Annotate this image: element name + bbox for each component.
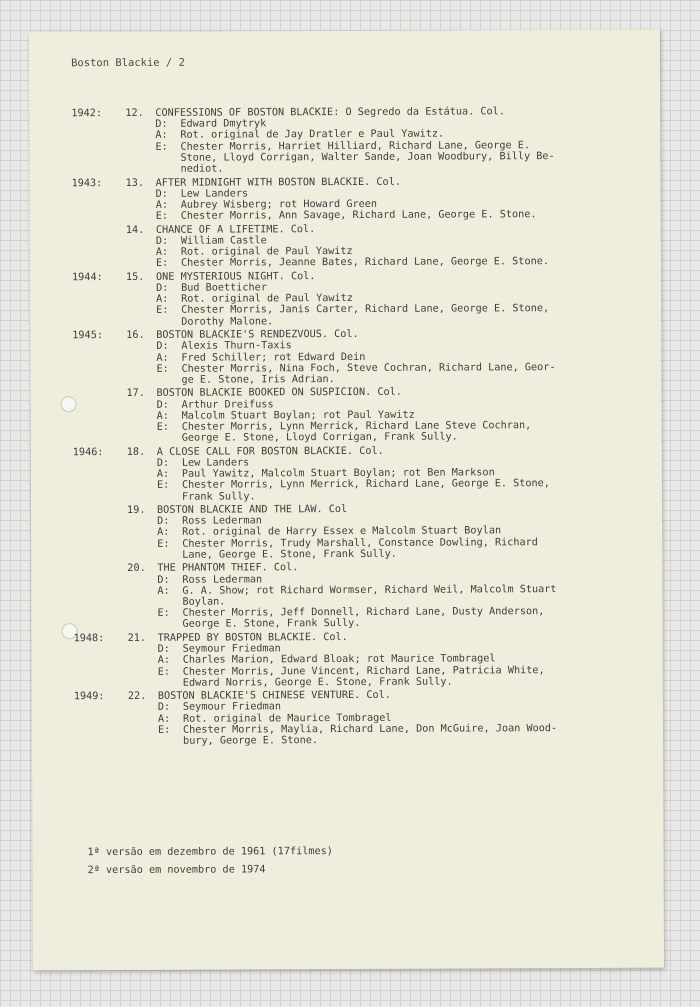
filmography-list [29,106,663,750]
credit-text: Lew Landers [180,188,249,200]
film-entry [31,386,662,447]
film-number: 15. [126,271,145,283]
film-number: 14. [125,224,145,236]
credit-text: Chester Morris, Jeanne Bates, Richard Lane, George E. Stone. [180,256,550,269]
film-entry [32,689,663,750]
film-number: 17. [126,388,145,400]
credit-text: nediot. [180,163,224,175]
credit-text: Edward Dmytryk [180,118,267,130]
film-year: 1942: [71,108,103,120]
film-entry [30,222,661,272]
credit-text: ge E. Stone, Iris Adrian. [181,373,335,386]
credit-role-letter: E: [156,305,169,317]
credit-text: Bud Boetticher [181,282,267,294]
film-title: AFTER MIDNIGHT WITH BOSTON BLACKIE. Col. [155,176,401,189]
credit-role-letter: D: [156,341,169,353]
credit-text: Boylan. [182,596,226,608]
typewritten-sheet [29,30,664,971]
credit-text: George E. Stone, Frank Sully. [182,618,361,631]
credit-text: Rot. original de Paul Yawitz [181,293,353,305]
version-note-2: 2ª versão em novembro de 1974 [87,864,266,877]
film-number: 22. [127,691,147,703]
film-year: 1944: [72,271,103,283]
credit-role-letter: E: [157,607,170,620]
credit-role-letter: D: [157,574,170,586]
credit-role-letter: A: [155,199,169,211]
film-title: THE PHANTOM THIEF. Col. [157,562,299,575]
credit-role-letter: D: [156,399,169,411]
credit-text: Stone, Lloyd Corrigan, Walter Sande, Joan Woodbury, Billy Be- [180,150,555,164]
film-title: BOSTON BLACKIE'S CHINESE VENTURE. Col. [157,690,391,703]
film-title: CHANCE OF A LIFETIME. Col. [155,223,316,236]
credit-text: William Castle [180,235,267,247]
credit-role-letter: A: [156,410,169,422]
credit-role-letter: D: [155,188,168,200]
credit-text: Ross Lederman [182,573,263,586]
credit-text: Malcolm Stuart Boylan; rot Paul Yawitz [181,409,415,422]
film-entry [31,503,662,564]
film-title: TRAPPED BY BOSTON BLACKIE. Col. [157,631,348,644]
credit-role-letter: A: [155,246,169,258]
credit-text: Chester Morris, Jeff Donnell, Richard Lane, Dusty Anderson, [182,606,545,619]
credit-text: Chester Morris, Trudy Marshall, Constance Dowling, Richard [182,536,538,550]
credit-role-letter: D: [157,643,170,655]
film-number: 12. [125,107,144,119]
film-entry [32,631,663,692]
credit-role-letter: E: [155,257,169,270]
credit-text: Dorothy Malone. [181,315,274,328]
credit-text: Chester Morris, Ann Savage, Richard Lane, George E. Stone. [180,209,537,222]
credit-text: G. A. Show; rot Richard Wormser, Richard Weil, Malcolm Stuart [182,583,557,597]
credit-text: Chester Morris, Lynn Merrick, Richard Lane, George E. Stone, [181,478,550,492]
credit-text: Ross Lederman [182,515,262,528]
film-year: 1943: [71,177,103,189]
film-entry [30,269,661,330]
film-title: ONE MYSTERIOUS NIGHT. Col. [156,270,316,283]
film-number: 13. [125,177,145,189]
credit-role-letter: A: [156,293,169,306]
film-number: 16. [126,330,145,342]
credit-role-letter: D: [157,516,170,528]
credit-text: Charles Marion, Edward Bloak; rot Maurice Tombragel [182,653,496,667]
film-entry [29,106,660,178]
credit-role-letter: D: [155,118,168,131]
film-year: 1945: [72,330,103,342]
credit-role-letter: A: [157,713,171,725]
credit-role-letter: E: [157,666,171,678]
film-title: BOSTON BLACKIE AND THE LAW. Col [157,504,348,516]
film-entry [30,175,661,225]
credit-role-letter: D: [157,702,171,714]
credit-role-letter: A: [157,585,170,597]
credit-text: Chester Morris, Lynn Merrick, Richard Lane Steve Cochran, [181,420,532,433]
credit-role-letter: A: [155,130,168,142]
film-year: 1946: [72,446,104,458]
credit-text: George E. Stone, Lloyd Corrigan, Frank Sully. [181,431,458,444]
credit-role-letter: E: [156,480,170,492]
credit-role-letter: E: [155,141,168,153]
film-number: 21. [127,632,147,644]
film-number: 19. [127,504,146,517]
credit-text: Frank Sully. [181,490,256,503]
film-year: 1949: [73,691,105,703]
film-number: 18. [126,446,146,458]
credit-text: Rot. original de Maurice Tombragel [182,712,392,725]
credit-role-letter: E: [156,421,169,433]
film-entry [31,561,662,633]
credit-role-letter: A: [156,352,169,364]
page-header: Boston Blackie / 2 [71,56,185,70]
film-title: A CLOSE CALL FOR BOSTON BLACKIE. Col. [156,445,384,458]
credit-role-letter: A: [156,468,170,480]
version-note-1: 1ª versão em dezembro de 1961 (17filmes) [87,846,333,859]
credit-text: Rot. original de Paul Yawitz [180,246,353,258]
credit-role-letter: D: [156,282,169,294]
credit-text: Chester Morris, Harriet Hilliard, Richard Lane, George E. [180,139,531,153]
credit-text: Rot. original de Jay Dratler e Paul Yawitz. [180,128,445,142]
film-number: 20. [127,563,146,575]
film-entry [30,328,661,389]
credit-text: Fred Schiller; rot Edward Dein [181,351,366,364]
credit-text: Rot. original de Harry Essex e Malcolm Stuart Boylan [182,525,502,539]
credit-role-letter: E: [155,210,169,222]
credit-role-letter: E: [156,363,169,375]
credit-role-letter: A: [157,527,170,539]
credit-text: Lew Landers [181,457,250,469]
credit-text: Alexis Thurn-Taxis [181,340,292,353]
credit-role-letter: E: [157,724,171,736]
credit-text: Seymour Friedman [182,643,281,655]
credit-text: Chester Morris, Nina Foch, Steve Cochran, Richard Lane, Geor- [181,361,556,375]
credit-text: Chester Morris, Janis Carter, Richard Lane, George E. Stone, [181,303,550,317]
credit-role-letter: E: [157,538,170,550]
film-title: CONFESSIONS OF BOSTON BLACKIE: O Segredo da Estátua. Col. [155,106,505,119]
credit-text: bury, George E. Stone. [183,735,319,747]
film-title: BOSTON BLACKIE'S RENDEZVOUS. Col. [156,329,359,341]
credit-text: Chester Morris, June Vincent, Richard Lane, Patricia White, [182,664,545,678]
credit-text: Lane, George E. Stone, Frank Sully. [182,548,397,561]
credit-text: Edward Norris, George E. Stone, Frank Sully. [182,676,453,689]
film-entry [31,444,662,505]
film-title: BOSTON BLACKIE BOOKED ON SUSPICION. Col. [156,387,402,400]
film-year: 1948: [73,633,105,645]
credit-text: Aubrey Wisberg; rot Howard Green [180,198,378,211]
credit-text: Arthur Dreifuss [181,398,274,411]
credit-text: Seymour Friedman [182,701,282,714]
credit-role-letter: D: [156,457,170,469]
credit-role-letter: D: [155,235,169,247]
credit-text: Chester Morris, Maylia, Richard Lane, Don McGuire, Joan Wood- [182,722,558,736]
credit-role-letter: A: [157,655,171,667]
credit-text: Paul Yawitz, Malcolm Stuart Boylan; rot Ben Markson [181,467,495,480]
